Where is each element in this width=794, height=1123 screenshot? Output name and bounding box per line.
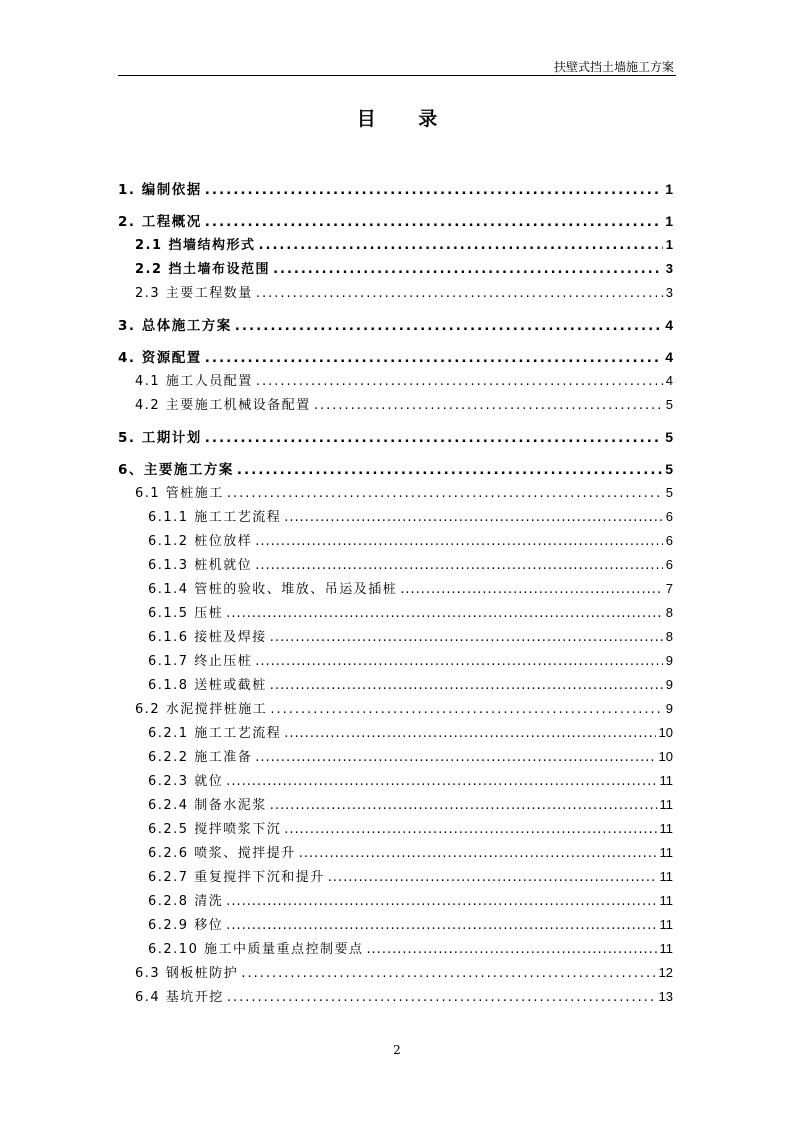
toc-entry-label: 2.3 主要工程数量 — [135, 286, 253, 301]
toc-entry-label: 6.2.5 搅拌喷浆下沉 — [148, 822, 282, 837]
toc-entry[interactable] — [118, 746, 673, 770]
toc-entry[interactable] — [118, 794, 673, 818]
dot-leader — [255, 654, 663, 669]
dot-leader — [227, 486, 663, 501]
page-number: 2 — [393, 1043, 401, 1057]
toc-entry-label: 6.1.6 接桩及焊接 — [148, 630, 267, 645]
toc-entry-page: 9 — [665, 677, 673, 692]
toc-entry-page: 10 — [658, 749, 673, 764]
dot-leader — [259, 238, 663, 253]
dot-leader — [284, 822, 656, 837]
toc-entry-label: 6.1.8 送桩或截桩 — [148, 678, 267, 693]
dot-leader — [299, 846, 657, 861]
dot-leader — [255, 558, 663, 573]
toc-entry[interactable] — [118, 530, 673, 554]
dot-leader — [226, 894, 656, 909]
toc-entry-page: 11 — [659, 893, 673, 908]
dot-leader — [226, 918, 656, 933]
dot-leader — [227, 990, 656, 1005]
dot-leader — [205, 350, 662, 366]
toc-entry-page: 11 — [659, 845, 673, 860]
toc-entry-label: 4. 资源配置 — [118, 350, 202, 366]
toc-entry[interactable] — [118, 482, 673, 506]
toc-entry-page: 9 — [665, 701, 673, 716]
dot-leader — [255, 750, 655, 765]
toc-entry-page: 6 — [665, 557, 673, 572]
dot-leader — [270, 678, 663, 693]
toc-entry-page: 1 — [665, 237, 673, 252]
dot-leader — [328, 870, 657, 885]
toc-entry-label: 6.2.10 施工中质量重点控制要点 — [148, 942, 364, 957]
toc-entry-page: 5 — [665, 397, 673, 412]
toc-entry-label: 5. 工期计划 — [118, 430, 202, 446]
toc-entry[interactable] — [118, 282, 673, 306]
toc-entry[interactable] — [118, 426, 673, 450]
toc-entry-label: 1. 编制依据 — [118, 182, 202, 198]
toc-entry-page: 5 — [665, 429, 673, 445]
dot-leader — [235, 318, 662, 334]
toc-entry-label: 6.1.5 压桩 — [148, 606, 224, 621]
toc-entry-page: 5 — [665, 485, 673, 500]
toc-entry-label: 6.3 钢板桩防护 — [135, 966, 239, 981]
toc-heading: 目 录 — [356, 108, 456, 130]
toc-entry-page: 11 — [659, 821, 673, 836]
toc-entry-label: 6.2.4 制备水泥浆 — [148, 798, 267, 813]
toc-entry-page: 7 — [665, 581, 673, 596]
toc-entry[interactable] — [118, 674, 673, 698]
toc-entry-label: 6.1 管桩施工 — [135, 486, 224, 501]
dot-leader — [255, 534, 663, 549]
toc-entry-page: 8 — [665, 605, 673, 620]
toc-entry-label: 2.1 挡墙结构形式 — [135, 238, 256, 253]
toc-entry-page: 6 — [665, 533, 673, 548]
toc-entry[interactable] — [118, 554, 673, 578]
toc-entry[interactable] — [118, 938, 673, 962]
toc-entry[interactable] — [118, 394, 673, 418]
toc-entry[interactable] — [118, 370, 673, 394]
toc-entry-label: 6.1.2 桩位放样 — [148, 534, 253, 549]
toc-entry-label: 6.2.3 就位 — [148, 774, 224, 789]
toc-entry-page: 12 — [658, 965, 673, 980]
dot-leader — [205, 430, 662, 446]
toc-entry[interactable] — [118, 178, 673, 202]
toc-entry[interactable] — [118, 866, 673, 890]
toc-entry-page: 13 — [658, 989, 673, 1004]
toc-entry-page: 11 — [659, 773, 673, 788]
toc-entry[interactable] — [118, 890, 673, 914]
toc-entry-label: 6.4 基坑开挖 — [135, 990, 224, 1005]
dot-leader — [237, 462, 662, 478]
toc-entry-page: 5 — [665, 461, 673, 477]
toc-entry-page: 11 — [659, 941, 673, 956]
toc-entry-label: 4.1 施工人员配置 — [135, 374, 253, 389]
toc-entry-page: 8 — [665, 629, 673, 644]
toc-entry-page: 11 — [659, 797, 673, 812]
dot-leader — [284, 726, 655, 741]
toc-entry-label: 6.1.1 施工工艺流程 — [148, 510, 282, 525]
toc-entry[interactable] — [118, 914, 673, 938]
toc-entry[interactable] — [118, 458, 673, 482]
toc-entry[interactable] — [118, 234, 673, 258]
toc-entry[interactable] — [118, 210, 673, 234]
dot-leader — [366, 942, 656, 957]
toc-entry-page: 11 — [659, 917, 673, 932]
toc-entry[interactable] — [118, 346, 673, 370]
toc-entry-page: 1 — [665, 213, 673, 229]
toc-entry[interactable] — [118, 722, 673, 746]
toc-entry-label: 6.2.2 施工准备 — [148, 750, 253, 765]
toc-entry-page: 1 — [665, 181, 673, 197]
toc-entry-page: 6 — [665, 509, 673, 524]
toc-entry[interactable] — [118, 986, 673, 1010]
toc-entry[interactable] — [118, 626, 673, 650]
toc-entry-page: 9 — [665, 653, 673, 668]
dot-leader — [284, 510, 663, 525]
toc-entry-label: 2. 工程概况 — [118, 214, 202, 230]
dot-leader — [270, 630, 663, 645]
toc-entry[interactable] — [118, 602, 673, 626]
toc-entry-label: 4.2 主要施工机械设备配置 — [135, 398, 311, 413]
toc-entry-label: 6.2.6 喷浆、搅拌提升 — [148, 846, 296, 861]
running-header-title: 扶壁式挡土墙施工方案 — [553, 60, 674, 74]
toc-entry[interactable] — [118, 698, 673, 722]
toc-entry-page: 4 — [665, 349, 673, 365]
dot-leader — [270, 702, 662, 717]
toc-entry-page: 4 — [665, 317, 673, 333]
toc-entry-page: 3 — [665, 285, 673, 300]
dot-leader — [256, 374, 663, 389]
toc-entry-label: 6.1.4 管桩的验收、堆放、吊运及插桩 — [148, 582, 398, 597]
toc-entry[interactable] — [118, 650, 673, 674]
toc-entry[interactable] — [118, 314, 673, 338]
table-of-contents — [118, 170, 673, 1010]
header-divider — [118, 75, 676, 76]
toc-entry-label: 6.2.1 施工工艺流程 — [148, 726, 282, 741]
toc-entry[interactable] — [118, 962, 673, 986]
toc-entry-label: 6、主要施工方案 — [118, 462, 234, 478]
toc-entry-page: 4 — [665, 373, 673, 388]
toc-entry-label: 6.2.9 移位 — [148, 918, 224, 933]
dot-leader — [256, 286, 663, 301]
toc-entry-page: 3 — [665, 261, 673, 276]
toc-entry-label: 6.2.8 清洗 — [148, 894, 224, 909]
dot-leader — [241, 966, 655, 981]
toc-entry-label: 6.1.3 桩机就位 — [148, 558, 253, 573]
toc-entry-page: 11 — [659, 869, 673, 884]
toc-entry[interactable] — [118, 842, 673, 866]
dot-leader — [226, 774, 656, 789]
toc-entry-label: 6.2.7 重复搅拌下沉和提升 — [148, 870, 325, 885]
toc-entry[interactable] — [118, 770, 673, 794]
toc-entry[interactable] — [118, 506, 673, 530]
toc-entry[interactable] — [118, 818, 673, 842]
dot-leader — [205, 214, 662, 230]
dot-leader — [400, 582, 663, 597]
toc-entry-label: 6.1.7 终止压桩 — [148, 654, 253, 669]
toc-entry-label: 2.2 挡土墙布设范围 — [135, 262, 271, 277]
dot-leader — [205, 182, 662, 198]
toc-entry-page: 10 — [658, 725, 673, 740]
dot-leader — [226, 606, 663, 621]
dot-leader — [270, 798, 657, 813]
toc-entry[interactable] — [118, 258, 673, 282]
toc-entry-label: 3. 总体施工方案 — [118, 318, 232, 334]
toc-entry[interactable] — [118, 578, 673, 602]
dot-leader — [273, 262, 663, 277]
toc-entry-label: 6.2 水泥搅拌桩施工 — [135, 702, 268, 717]
dot-leader — [314, 398, 663, 413]
